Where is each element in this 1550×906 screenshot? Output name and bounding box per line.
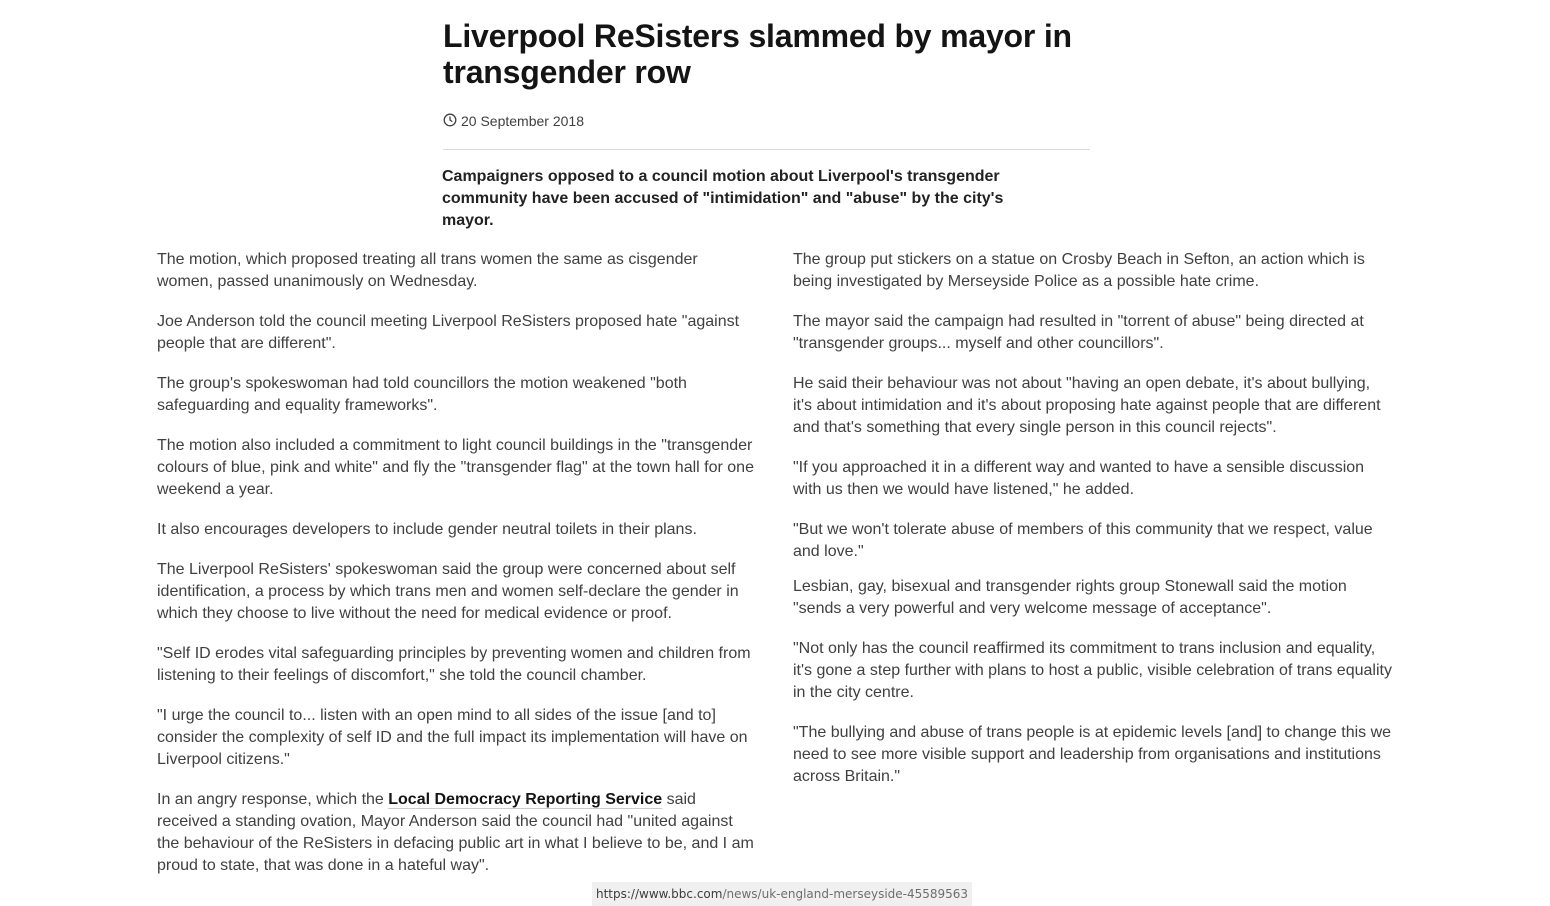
paragraph-text: In an angry response, which the [157, 791, 389, 808]
article-header [443, 18, 1090, 130]
local-democracy-reporting-service-link[interactable]: Local Democracy Reporting Service [388, 791, 663, 808]
body-paragraph: The mayor said the campaign had resulted in "torrent of abuse" being directed at "transgender groups... myself and other councillors". [793, 313, 1364, 352]
article-intro: Campaigners opposed to a council motion about Liverpool's transgender community have been accused of "intimidation" and "abuse" by the city's mayor. [442, 168, 1004, 229]
body-paragraph: The Liverpool ReSisters' spokeswoman said the group were concerned about self identification, a process by which trans men and women self-declare the gender in which they choose to live without the need for medical evidence or proof. [157, 561, 739, 622]
body-paragraph: "Not only has the council reaffirmed its commitment to trans inclusion and equality, it's gone a step further with plans to host a public, visible celebration of trans equality in the city centre. [793, 640, 1392, 701]
date-text: 20 September 2018 [461, 113, 584, 129]
body-paragraph: The motion, which proposed treating all trans women the same as cisgender women, passed unanimously on Wednesday. [157, 251, 698, 290]
body-paragraph: He said their behaviour was not about "having an open debate, it's about bullying, it's about intimidation and it's about proposing hate against people that are different and that's something that every single person in this council rejects". [793, 375, 1381, 436]
article-title: Liverpool ReSisters slammed by mayor in transgender row [443, 18, 1072, 90]
body-paragraph-with-link [157, 789, 757, 877]
url-path: /news/uk-england-merseyside-45589563 [722, 887, 969, 901]
article-body-right-column [793, 249, 1393, 806]
body-paragraph: "But we won't tolerate abuse of members of this community that we respect, value and love." [793, 521, 1373, 560]
article-body-left-column [157, 249, 757, 895]
body-paragraph: The group's spokeswoman had told councillors the motion weakened "both safeguarding and equality frameworks". [157, 375, 687, 414]
status-bar-url [592, 882, 972, 906]
body-paragraph: Lesbian, gay, bisexual and transgender rights group Stonewall said the motion "sends a very powerful and very welcome message of acceptance". [793, 578, 1347, 617]
url-host: https://www.bbc.com [596, 887, 723, 901]
body-paragraph: "I urge the council to... listen with an open mind to all sides of the issue [and to] consider the complexity of self ID and the full impact its implementation will have on Liverpool citizens." [157, 707, 748, 768]
header-divider [443, 149, 1090, 150]
body-paragraph: The motion also included a commitment to light council buildings in the "transgender colours of blue, pink and white" and fly the "transgender flag" at the town hall for one weekend a year. [157, 437, 754, 498]
body-paragraph: "Self ID erodes vital safeguarding principles by preventing women and children from listening to their feelings of discomfort," she told the council chamber. [157, 645, 751, 684]
body-paragraph: It also encourages developers to include gender neutral toilets in their plans. [157, 521, 697, 538]
article-date [443, 112, 1090, 130]
clock-icon [443, 113, 461, 130]
body-paragraph: "If you approached it in a different way and wanted to have a sensible discussion with us then we would have listened," he added. [793, 459, 1365, 498]
body-paragraph: "The bullying and abuse of trans people is at epidemic levels [and] to change this we need to see more visible support and leadership from organisations and institutions across Britain." [793, 724, 1392, 785]
body-paragraph: Joe Anderson told the council meeting Liverpool ReSisters proposed hate "against people that are different". [157, 313, 740, 352]
body-paragraph: The group put stickers on a statue on Crosby Beach in Sefton, an action which is being investigated by Merseyside Police as a possible hate crime. [793, 251, 1365, 290]
paragraph-text: said received a standing ovation, Mayor Anderson said the council had "united against the behaviour of the ReSisters in defacing public art in what I believe to be, and I am proud to state, that was done in a hateful way". [157, 791, 754, 874]
